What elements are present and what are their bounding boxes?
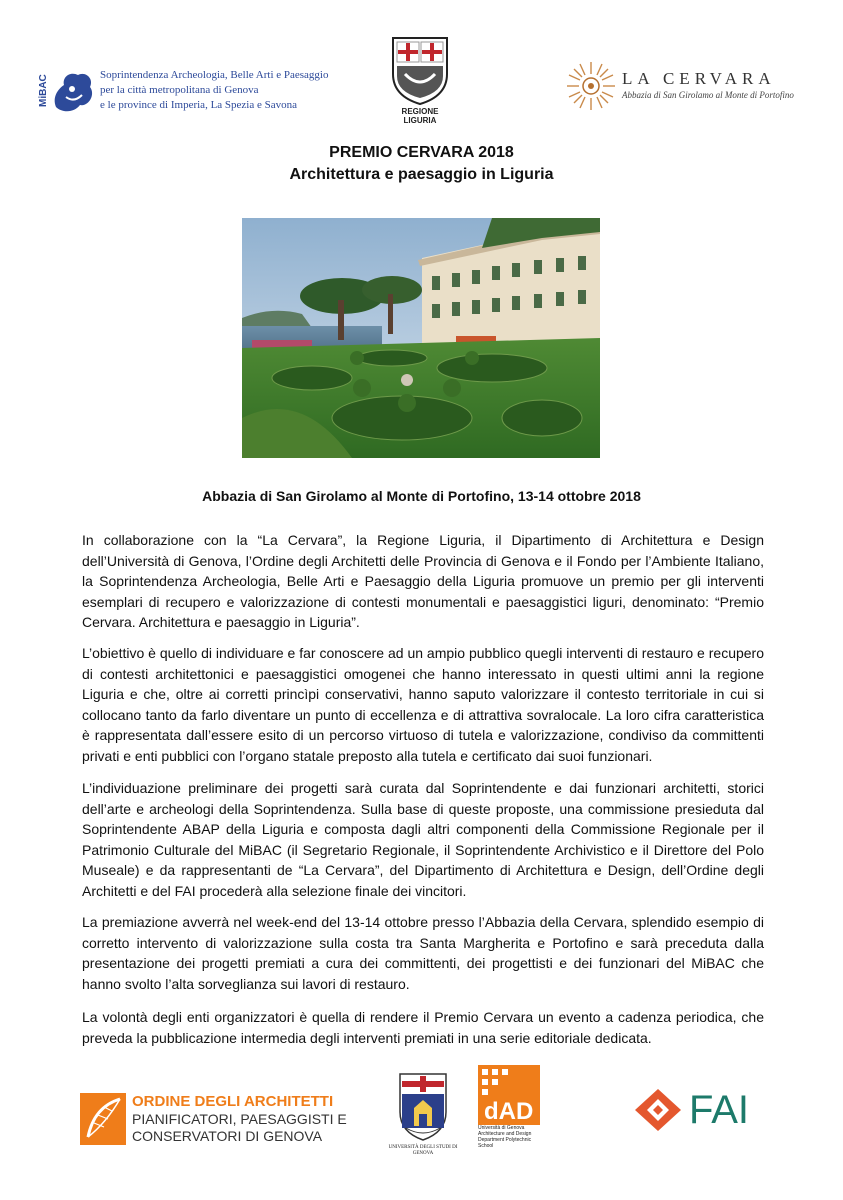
paragraph-3: L’individuazione preliminare dei progetti sarà curata dal Soprintendente e dai funzionari architetti, storici dell’arte e archeologi della Soprintendenza. Sulla base di queste proposte, una commissione presieduta dal Soprintendente ABAP della Liguria e composta dagli altri componenti della Commissione Regionale per il Patrimonio Culturale del MiBAC (il Segretario Regionale, il Soprintendente Archivistico e il Direttore del Polo Museale) e da rappresentanti de “La Cervara”, del Dipartimento di Architettura e Design, dell’Ordine degli Architetti e del FAI procederà alla selezione finale dei vincitori. — [82, 780, 764, 899]
paragraph-1: In collaborazione con la “La Cervara”, la Regione Liguria, il Dipartimento di Architettura e Design dell’Università di Genova, l’Ordine degli Architetti delle Provincia di Genova e il Fondo per l’Ambiente Italiano, la Soprintendenza Archeologia, Belle Arti e Paesaggio della Liguria promuove un premio per gli interventi esemplari di recupero e valorizzazione di contesti monumentali e paesaggistici liguri, denominato: “Premio Cervara. Architettura e paesaggio in Liguria”. — [82, 532, 764, 630]
regione-caption: REGIONE LIGURIA — [401, 107, 439, 125]
mibac-mark-text: MiBAC — [38, 74, 49, 108]
ordine-line-1: ORDINE DEGLI ARCHITETTI — [132, 1093, 334, 1110]
page-subtitle: Architettura e paesaggio in Liguria — [289, 166, 554, 183]
event-location-date: Abbazia di San Girolamo al Monte di Portofino, 13-14 ottobre 2018 — [202, 488, 641, 504]
unige-caption: UNIVERSITÀ DEGLI STUDI DI GENOVA — [388, 1145, 458, 1156]
fai-emblem-icon — [633, 1087, 683, 1133]
unige-crest-icon — [388, 1068, 458, 1142]
mibac-logo — [38, 63, 358, 118]
dad-caption: Università di Genova Architecture and Design Department Polytechnic School — [478, 1125, 532, 1149]
mibac-line-3: e le province di Imperia, La Spezia e Savona — [100, 99, 298, 111]
paragraph-2: L’obiettivo è quello di individuare e far conoscere ad un ampio pubblico quegli interventi di restauro e recupero di contesti architettonici e paesaggistici omogenei che hanno interessato in questi ultimi anni la regione Liguria e che, oltre ai corretti princìpi conservativi, hanno saputo valorizzare il contesto territoriale in cui si collocano tanto da farlo diventare un punto di eccellenza e di attrattiva sovralocale. La loro cifra caratteristica è rappresentata dall’essere esito di un percorso virtuoso di tutela e valorizzazione, condiviso da committenti privati e enti pubblici con l’organo statale preposto alla tutela e certificato dai suoi funzionari. — [82, 645, 764, 764]
mibac-text — [100, 68, 370, 113]
paragraph-4: La premiazione avverrà nel week-end del 13-14 ottobre presso l’Abbazia della Cervara, splendido esempio di corretto intervento di valorizzazione sulla costa tra Santa Margherita e Portofino e sarà preceduta dalla presentazione dei progetti premiati a cura dei committenti, dei progettisti e dei funzionari del MiBAC che hanno svolto l’alta sorveglianza sui lavori di restauro. — [82, 914, 764, 992]
mibac-line-2: per la città metropolitana di Genova — [100, 84, 259, 96]
dad-mark-text: dAD — [484, 1098, 534, 1125]
abbey-garden-image — [242, 218, 600, 458]
cervara-subtitle: Abbazia di San Girolamo al Monte di Portofino — [622, 90, 794, 100]
page-title: PREMIO CERVARA 2018 — [329, 144, 514, 161]
la-cervara-logo — [565, 60, 805, 110]
abbey-photo — [242, 218, 600, 458]
ordine-leaf-icon — [80, 1093, 126, 1145]
cervara-name: LA CERVARA — [622, 69, 776, 88]
unige-logo — [388, 1068, 458, 1158]
regione-liguria-logo — [385, 34, 455, 125]
paragraph-5: La volontà degli enti organizzatori è quella di rendere il Premio Cervara un evento a cadenza periodica, che preveda la pubblicazione intermedia degli interventi premiati in una serie editoriale dedicata. — [82, 1009, 764, 1046]
dad-mark-icon — [476, 1065, 544, 1125]
ordine-line-2: PIANIFICATORI, PAESAGGISTI E — [132, 1111, 347, 1127]
ordine-line-3: CONSERVATORI DI GENOVA — [132, 1128, 323, 1144]
dad-logo — [476, 1065, 544, 1155]
cervara-sun-icon — [565, 60, 617, 112]
fai-text: FAI — [689, 1088, 750, 1132]
mibac-line-1: Soprintendenza Archeologia, Belle Arti e Paesaggio — [100, 69, 329, 81]
regione-shield-icon — [385, 34, 455, 106]
ordine-architetti-logo — [80, 1093, 347, 1145]
fai-logo — [633, 1087, 758, 1137]
